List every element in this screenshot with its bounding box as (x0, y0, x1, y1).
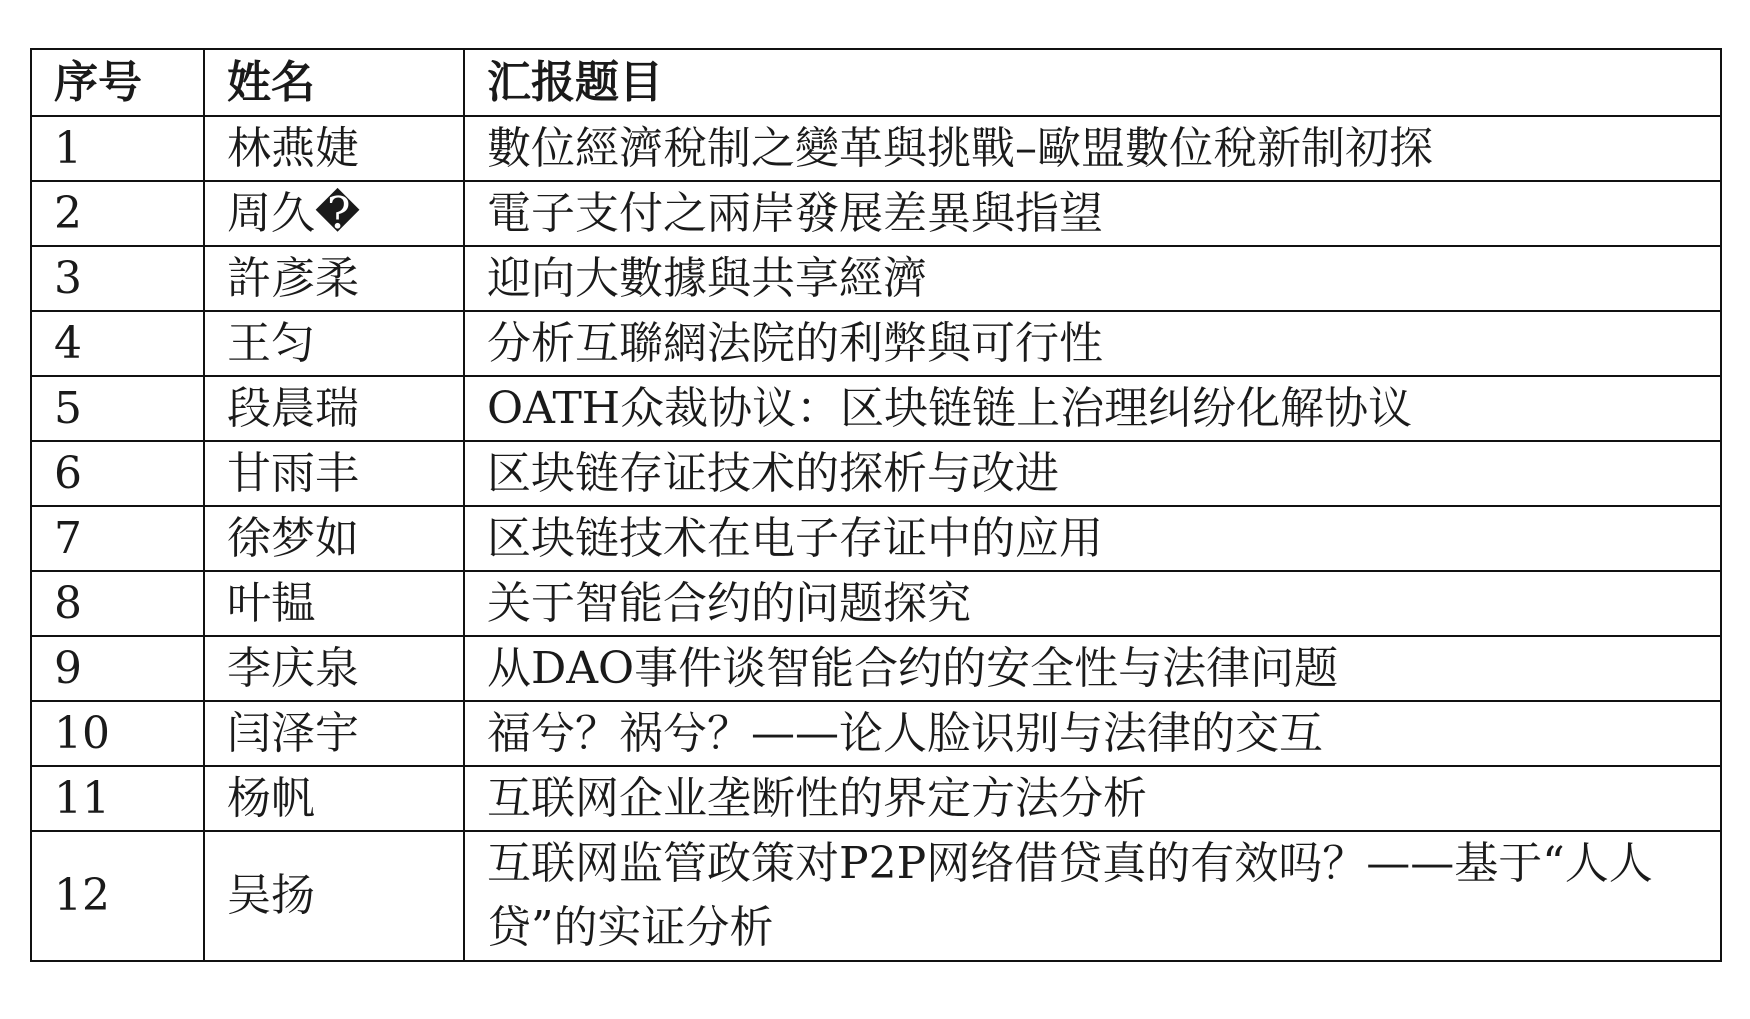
table-row (31, 441, 1721, 506)
row-number: 7 (31, 506, 204, 571)
header-number: 序号 (31, 49, 204, 116)
header-title: 汇报题目 (464, 49, 1721, 116)
row-name: 闫泽宇 (204, 701, 464, 766)
row-number: 2 (31, 181, 204, 246)
row-title: 數位經濟稅制之變革與挑戰–歐盟數位稅新制初探 (464, 116, 1721, 181)
header-name: 姓名 (204, 49, 464, 116)
row-title: 互联网监管政策对P2P网络借贷真的有效吗？——基于“人人贷”的实证分析 (464, 831, 1721, 961)
row-title: 从DAO事件谈智能合约的安全性与法律问题 (464, 636, 1721, 701)
table-row (31, 701, 1721, 766)
row-title: 互联网企业垄断性的界定方法分析 (464, 766, 1721, 831)
row-title: 区块链技术在电子存证中的应用 (464, 506, 1721, 571)
row-number: 3 (31, 246, 204, 311)
row-number: 9 (31, 636, 204, 701)
row-title: OATH众裁协议：区块链链上治理纠纷化解协议 (464, 376, 1721, 441)
row-title: 迎向大數據與共享經濟 (464, 246, 1721, 311)
row-number: 8 (31, 571, 204, 636)
row-name: 杨帆 (204, 766, 464, 831)
row-number: 4 (31, 311, 204, 376)
row-name: 林燕婕 (204, 116, 464, 181)
row-number: 5 (31, 376, 204, 441)
table-row (31, 116, 1721, 181)
table-row (31, 246, 1721, 311)
table-row (31, 636, 1721, 701)
table-row (31, 376, 1721, 441)
row-title: 電子支付之兩岸發展差異與指望 (464, 181, 1721, 246)
row-title: 福兮？祸兮？——论人脸识别与法律的交互 (464, 701, 1721, 766)
row-name: 段晨瑞 (204, 376, 464, 441)
row-name: 叶韫 (204, 571, 464, 636)
row-name: 許彥柔 (204, 246, 464, 311)
row-number: 6 (31, 441, 204, 506)
report-table (30, 48, 1722, 962)
row-title: 区块链存证技术的探析与改进 (464, 441, 1721, 506)
row-name: 周久� (204, 181, 464, 246)
table-header-row (31, 49, 1721, 116)
table-row (31, 831, 1721, 961)
row-number: 1 (31, 116, 204, 181)
row-number: 12 (31, 831, 204, 961)
row-name: 李庆泉 (204, 636, 464, 701)
table-row (31, 766, 1721, 831)
row-name: 甘雨丰 (204, 441, 464, 506)
table-row (31, 571, 1721, 636)
report-table-container (30, 48, 1720, 962)
row-title: 关于智能合约的问题探究 (464, 571, 1721, 636)
table-row (31, 311, 1721, 376)
table-row (31, 181, 1721, 246)
row-number: 10 (31, 701, 204, 766)
row-title: 分析互聯網法院的利弊與可行性 (464, 311, 1721, 376)
row-number: 11 (31, 766, 204, 831)
row-name: 王匀 (204, 311, 464, 376)
row-name: 徐梦如 (204, 506, 464, 571)
row-name: 吴扬 (204, 831, 464, 961)
table-row (31, 506, 1721, 571)
